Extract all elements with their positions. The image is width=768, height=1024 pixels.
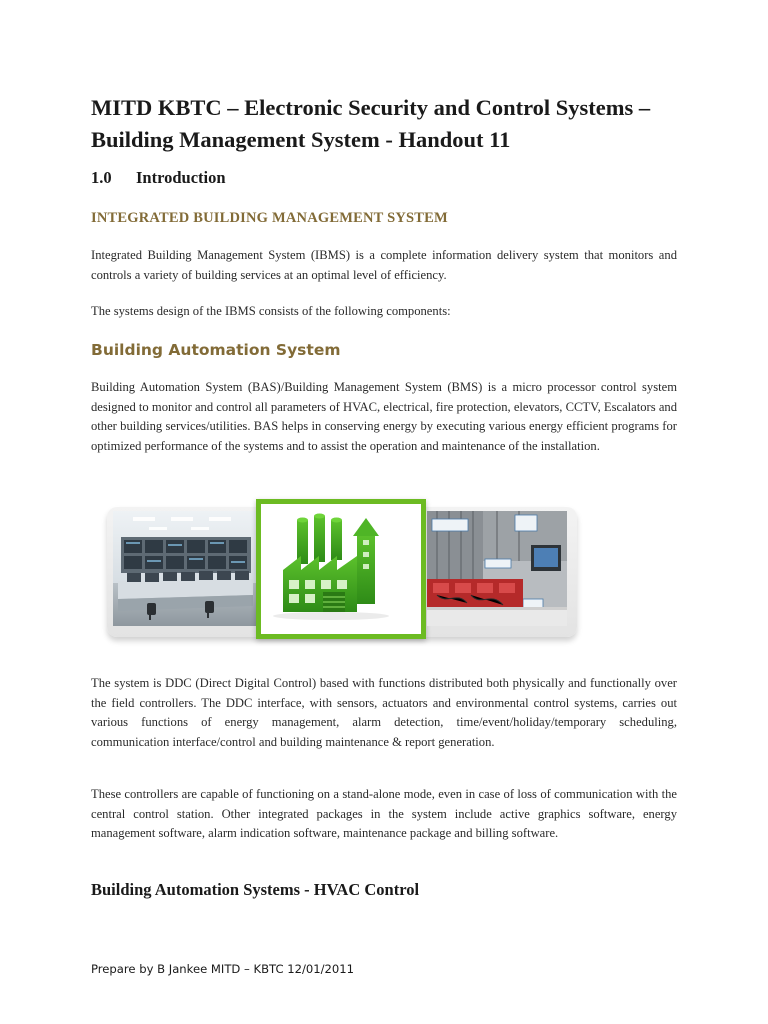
page-footer: Prepare by B Jankee MITD – KBTC 12/01/2011 bbox=[91, 962, 355, 976]
controllers-paragraph: These controllers are capable of functioning on a stand-alone mode, even in case of loss of communication with the central control station. Other integrated packages in the system include active graphics software, energy management software, alarm indication software, maintenance package and billing software. bbox=[91, 787, 677, 840]
bas-image-strip bbox=[103, 499, 578, 639]
hvac-control-heading: Building Automation Systems - HVAC Control bbox=[91, 880, 420, 899]
bas-paragraph: Building Automation System (BAS)/Building Management System (BMS) is a micro processor control system designed to monitor and control all parameters of HVAC, electrical, fire protection, elevators, CCTV, Escalators and other building services/utilities. BAS helps in conserving energy by executing various energy efficient programs for optimized performance of the systems and to assist the operation and maintenance of the installation. bbox=[91, 380, 677, 453]
ddc-paragraph: The system is DDC (Direct Digital Control) based with functions distributed both physically and functionally over the field controllers. The DDC interface, with sensors, actuators and environmental control systems, carries out various functions of energy management, alarm detection, time/event/holiday/temporary scheduling, communication interface/control and building maintenance & report generation. bbox=[91, 676, 677, 749]
factory-icon bbox=[261, 504, 421, 634]
document-title: MITD KBTC – Electronic Security and Control Systems – Building Management System - Handout 11 bbox=[91, 95, 651, 152]
components-intro-paragraph: The systems design of the IBMS consists of the following components: bbox=[91, 304, 451, 318]
ibms-intro-paragraph: Integrated Building Management System (IBMS) is a complete information delivery system that monitors and controls a variety of building services at an optimal level of efficiency. bbox=[91, 248, 677, 282]
control-room-image bbox=[113, 511, 258, 626]
bas-heading: Building Automation System bbox=[91, 341, 341, 359]
factory-icon-frame bbox=[256, 499, 426, 639]
section-title: Introduction bbox=[136, 168, 226, 187]
lab-equipment-image bbox=[427, 511, 567, 626]
ibms-heading: INTEGRATED BUILDING MANAGEMENT SYSTEM bbox=[91, 210, 448, 226]
section-heading bbox=[91, 167, 226, 189]
section-number: 1.0 bbox=[91, 168, 112, 187]
